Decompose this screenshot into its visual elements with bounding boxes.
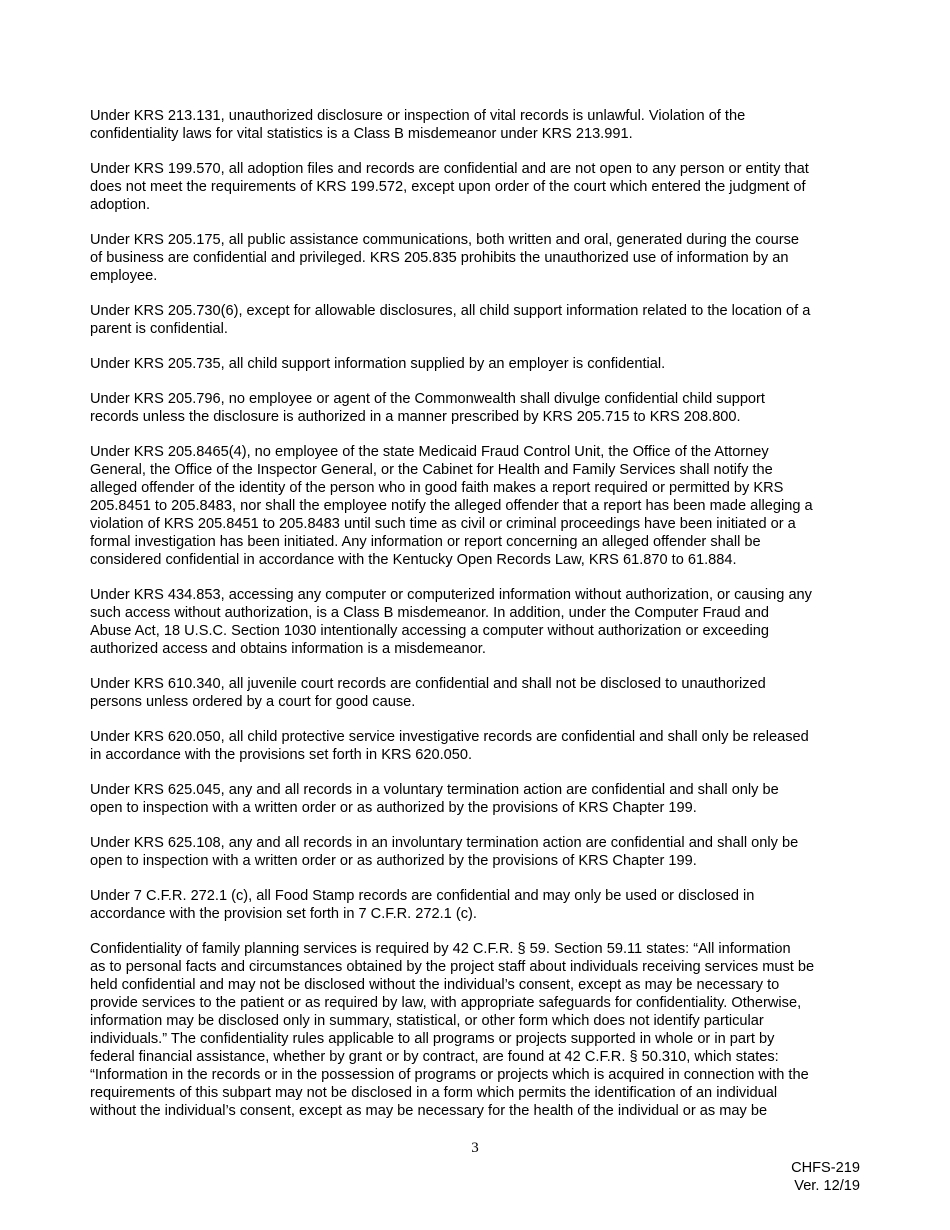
paragraph-7-cfr-272-1: Under 7 C.F.R. 272.1 (c), all Food Stamp records are confidential and may only be used or disclosed in accordance with the provision set forth in 7 C.F.R. 272.1 (c). — [90, 888, 755, 922]
form-version: Ver. 12/19 — [794, 1178, 860, 1194]
paragraph-krs-610-340: Under KRS 610.340, all juvenile court records are confidential and shall not be disclosed to unauthorized persons unless ordered by a court for good cause. — [90, 676, 766, 710]
paragraph-krs-434-853: Under KRS 434.853, accessing any computer or computerized information without authorization, or causing any such access without authorization, is a Class B misdemeanor. In addition, under the Computer Fraud and Abuse Act, 18 U.S.C. Section 1030 intentionally accessing a computer without authorization or exceeding authorized access and obtains information is a misdemeanor. — [90, 587, 812, 657]
paragraph-krs-625-045: Under KRS 625.045, any and all records in a voluntary termination action are confidential and shall only be open to inspection with a written order or as authorized by the provisions of KRS Chapter 199. — [90, 782, 779, 816]
page-number: 3 — [471, 1140, 479, 1156]
paragraph-krs-213-131: Under KRS 213.131, unauthorized disclosure or inspection of vital records is unlawful. Violation of the confidentiality laws for vital statistics is a Class B misdemeanor under KRS 213.991. — [90, 108, 746, 142]
paragraph-krs-620-050: Under KRS 620.050, all child protective service investigative records are confidential and shall only be released in accordance with the provisions set forth in KRS 620.050. — [90, 729, 809, 763]
paragraph-family-planning: Confidentiality of family planning services is required by 42 C.F.R. § 59. Section 59.11 states: “All information as to personal facts and circumstances obtained by the project staff about individuals receiving services must be held confidential and may not be disclosed without the individual’s consent, except as may be necessary to provide services to the patient or as required by law, with appropriate safeguards for confidentiality. Otherwise, information may be disclosed only in summary, statistical, or other form which does not identify particular individuals.” The confidentiality rules applicable to all programs or projects supported in whole or in part by federal financial assistance, whether by grant or by contract, are found at 42 C.F.R. § 50.310, which states: “Information in the records or in the possession of programs or projects which is acquired in connection with the requirements of this subpart may not be disclosed in a form which permits the identification of an individual without the individual’s consent, except as may be necessary for the health of the individual or as may be — [90, 941, 815, 1119]
paragraph-krs-205-730: Under KRS 205.730(6), except for allowable disclosures, all child support information related to the location of a parent is confidential. — [90, 303, 811, 337]
form-id: CHFS-219 — [791, 1160, 860, 1176]
paragraph-krs-205-735: Under KRS 205.735, all child support information supplied by an employer is confidential. — [90, 356, 666, 372]
form-footer — [791, 1159, 860, 1195]
paragraph-krs-625-108: Under KRS 625.108, any and all records in an involuntary termination action are confidential and shall only be open to inspection with a written order or as authorized by the provisions of KRS Chapter 199. — [90, 835, 799, 869]
paragraph-krs-199-570: Under KRS 199.570, all adoption files and records are confidential and are not open to any person or entity that does not meet the requirements of KRS 199.572, except upon order of the court which entered the judgment of adoption. — [90, 161, 809, 213]
paragraph-krs-205-175: Under KRS 205.175, all public assistance communications, both written and oral, generated during the course of business are confidential and privileged. KRS 205.835 prohibits the unauthorized use of information by an employee. — [90, 232, 800, 284]
paragraph-krs-205-8465: Under KRS 205.8465(4), no employee of the state Medicaid Fraud Control Unit, the Office of the Attorney General, the Office of the Inspector General, or the Cabinet for Health and Family Services shall notify the alleged offender of the identity of the person who in good faith makes a report required or permitted by KRS 205.8451 to 205.8483, nor shall the employee notify the alleged offender that a report has been made alleging a violation of KRS 205.8451 to 205.8483 until such time as civil or criminal proceedings have been initiated or a formal investigation has been initiated. Any information or report concerning an alleged offender shall be considered confidential in accordance with the Kentucky Open Records Law, KRS 61.870 to 61.884. — [90, 444, 813, 568]
document-body — [90, 107, 865, 1137]
paragraph-krs-205-796: Under KRS 205.796, no employee or agent of the Commonwealth shall divulge confidential child support records unless the disclosure is authorized in a manner prescribed by KRS 205.715 to KRS 208.800. — [90, 391, 765, 425]
